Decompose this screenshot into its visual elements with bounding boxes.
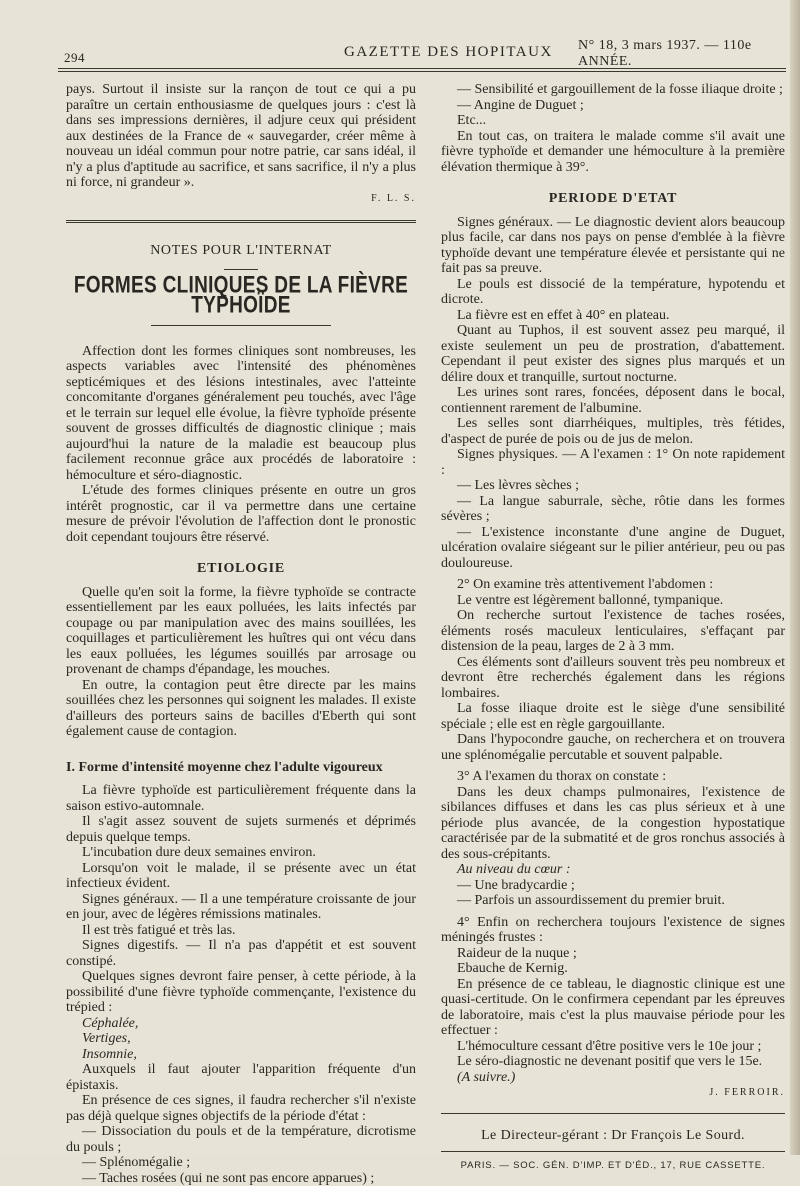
subheading-periode-etat: PERIODE D'ETAT: [441, 191, 785, 207]
intro-paragraph: pays. Surtout il insiste sur la rançon de tout ce qui a pu paraître un certain enthousiasme de quelques jours : c'est là dans ses impressions dernières, il adjure ceux qui président aux destinées de la France de « sauvegarder, créer même à nouveau un idéal commun pour notre patrie, car sans idéal, il n'y a plus d'aptitude au sacrifice, et sans sacrifice, il n'y a plus ni force, ni grandeur ».: [66, 82, 416, 191]
printer-line: PARIS. — SOC. GÉN. D'IMP. ET D'ÉD., 17, RUE CASSETTE.: [441, 1158, 785, 1174]
paragraph: 3° A l'examen du thorax on constate :: [441, 769, 785, 785]
paragraph: On recherche surtout l'existence de taches rosées, éléments rosés maculeux lenticulaires, s'effaçant par distension de la peau, larges de 2 à 3 mm.: [441, 608, 785, 655]
section-divider: [66, 220, 416, 223]
list-item: — La langue saburrale, sèche, rôtie dans les formes sévères ;: [441, 494, 785, 525]
list-item: — L'existence inconstante d'une angine de Duguet, ulcération ovalaire siégeant sur le pilier antérieur, peu ou pas douloureuse.: [441, 525, 785, 572]
paragraph: Le pouls est dissocié de la température, hypotendu et dicrote.: [441, 277, 785, 308]
paragraph: Auxquels il faut ajouter l'apparition fréquente d'un épistaxis.: [66, 1062, 416, 1093]
paragraph: La fièvre est en effet à 40° en plateau.: [441, 308, 785, 324]
list-item: Céphalée,: [66, 1016, 416, 1032]
list-item: — Une bradycardie ;: [441, 878, 785, 894]
paragraph: 4° Enfin on recherchera toujours l'existence de signes méningés frustes :: [441, 915, 785, 946]
to-be-continued: (A suivre.): [441, 1070, 785, 1086]
issue-date: N° 18, 3 mars 1937. — 110e ANNÉE.: [578, 38, 785, 70]
right-column: [441, 82, 785, 1174]
paragraph: Signes généraux. — Le diagnostic devient alors beaucoup plus facile, car dans nos pays on pense d'emblée à la fièvre typhoïde devant une température élevée et persistante qui ne fait pas sa preuve.: [441, 215, 785, 277]
page-edge: [790, 0, 800, 1155]
list-item: — Splénomégalie ;: [66, 1155, 416, 1171]
short-rule: [224, 269, 258, 270]
paragraph: Quelle qu'en soit la forme, la fièvre typhoïde se contracte essentiellement par les eaux polluées, les laits infectés par coupage ou par manipulation avec des mains souillées, les coquillages et particulièrement les huîtres qui ont vécu dans les eaux polluées, les légumes souillés par arrosage ou provenant de champs d'épandage, les mouches.: [66, 585, 416, 678]
list-item: Vertiges,: [66, 1031, 416, 1047]
list-item: — Les lèvres sèches ;: [441, 478, 785, 494]
paragraph: L'étude des formes cliniques présente en outre un gros intérêt prognostic, car il va permettre dans une certaine mesure de prévoir l'évolution de l'affection dont le pronostic doit cependant toujours être réservé.: [66, 483, 416, 545]
paragraph: Les selles sont diarrhéiques, multiples, très fétides, d'aspect de purée de pois ou de jus de melon.: [441, 416, 785, 447]
paragraph: Au niveau du cœur :: [441, 862, 785, 878]
printer-rule: [441, 1151, 785, 1152]
page-number: 294: [64, 50, 85, 66]
paragraph: Lorsqu'on voit le malade, il se présente avec un état infectieux évident.: [66, 861, 416, 892]
title-rule: [151, 325, 331, 326]
list-item: — Dissociation du pouls et de la température, dicrotisme du pouls ;: [66, 1124, 416, 1155]
subheading-etiologie: ETIOLOGIE: [66, 561, 416, 577]
list-item: Le séro-diagnostic ne devenant positif que vers le 15e.: [441, 1054, 785, 1070]
list-item: Insomnie,: [66, 1047, 416, 1063]
paragraph: Dans l'hypocondre gauche, on recherchera et on trouvera une splénomégalie percutable et souvent palpable.: [441, 732, 785, 763]
list-item: — Parfois un assourdissement du premier bruit.: [441, 893, 785, 909]
paragraph: En présence de ces signes, il faudra rechercher s'il n'existe pas déjà quelque signes objectifs de la période d'état :: [66, 1093, 416, 1124]
paragraph: Signes physiques. — A l'examen : 1° On note rapidement :: [441, 447, 785, 478]
list-item: — Taches rosées (qui ne sont pas encore apparues) ;: [66, 1171, 416, 1186]
article-title: FORMES CLINIQUES DE LA FIÈVRE TYPHOÏDE: [66, 276, 416, 315]
section-title: NOTES POUR L'INTERNAT: [66, 243, 416, 259]
paragraph: Quant au Tuphos, il est souvent assez peu marqué, il existe seulement un peu de prostration, d'abattement. Cependant il peut exister des signes plus marqués et un délire doux et tranquille, surtout nocturne.: [441, 323, 785, 385]
paragraph: En présence de ce tableau, le diagnostic clinique est une quasi-certitude. On le confirmera cependant par les épreuves de laboratoire, mais c'est la plus mauvaise période pour les effectuer :: [441, 977, 785, 1039]
list-item: Raideur de la nuque ;: [441, 946, 785, 962]
list-item: — Sensibilité et gargouillement de la fosse iliaque droite ;: [441, 82, 785, 98]
paragraph: Ces éléments sont d'ailleurs souvent très peu nombreux et devront être recherchés également dans les régions lombaires.: [441, 655, 785, 702]
paragraph: La fosse iliaque droite est le siège d'une sensibilité spéciale ; elle est en règle gargouillante.: [441, 701, 785, 732]
author-signature: J. FERROIR.: [441, 1085, 785, 1101]
list-item: Ebauche de Kernig.: [441, 961, 785, 977]
footer-rule: [441, 1113, 785, 1114]
list-item: L'hémoculture cessant d'être positive vers le 10e jour ;: [441, 1039, 785, 1055]
paragraph: Il s'agit assez souvent de sujets surmenés et déprimés depuis quelque temps.: [66, 814, 416, 845]
paragraph: L'incubation dure deux semaines environ.: [66, 845, 416, 861]
left-column: [66, 82, 416, 1186]
paragraph: Affection dont les formes cliniques sont nombreuses, les aspects variables avec l'intensité des phénomènes septicémiques et des lésions intestinales, avec l'atteinte concomitante d'organes généralement peu touchés, avec l'âge et le terrain sur lequel elle évolue, la fièvre typhoïde présente souvent de grosses difficultés de diagnostic clinique ; mais aujourd'hui la nature de la maladie est beaucoup plus facilement reconnue grâce aux procédés de laboratoire : hémoculture et séro-diagnostic.: [66, 344, 416, 484]
managing-director-line: Le Directeur-gérant : Dr François Le Sourd.: [441, 1128, 785, 1144]
paragraph: Les urines sont rares, foncées, déposent dans le bocal, contiennent rarement de l'albumine.: [441, 385, 785, 416]
list-item: Etc...: [441, 113, 785, 129]
header-rule-2: [58, 71, 786, 72]
header-rule: [58, 68, 786, 69]
paragraph: En tout cas, on traitera le malade comme s'il avait une fièvre typhoïde et demander une hémoculture à la première élévation thermique à 39°.: [441, 129, 785, 176]
paragraph: Quelques signes devront faire penser, à cette période, à la possibilité d'une fièvre typhoïde commençante, l'existence du trépied :: [66, 969, 416, 1016]
list-item: — Angine de Duguet ;: [441, 98, 785, 114]
paragraph: Dans les deux champs pulmonaires, l'existence de sibilances diffuses et dans les cas plus sérieux et à une période plus avancée, de la congestion hypostatique caractérisée par de la submatité et de gros ronchus associés à des sous-crépitants.: [441, 785, 785, 863]
paragraph: Le ventre est légèrement ballonné, tympanique.: [441, 593, 785, 609]
paragraph: Il est très fatigué et très las.: [66, 923, 416, 939]
subheading-forme: I. Forme d'intensité moyenne chez l'adulte vigoureux: [66, 760, 416, 776]
paragraph: La fièvre typhoïde est particulièrement fréquente dans la saison estivo-automnale.: [66, 783, 416, 814]
paragraph: Signes digestifs. — Il n'a pas d'appétit et est souvent constipé.: [66, 938, 416, 969]
intro-signature: F. L. S.: [66, 191, 416, 207]
page-header: [60, 38, 785, 64]
paragraph: 2° On examine très attentivement l'abdomen :: [441, 577, 785, 593]
paragraph: En outre, la contagion peut être directe par les mains souillées chez les personnes qui soignent les malades. Il existe d'ailleurs des porteurs sains de bacilles d'Eberth qui sont également cause de contagion.: [66, 678, 416, 740]
paragraph: Signes généraux. — Il a une température croissante de jour en jour, avec de légères rémissions matinales.: [66, 892, 416, 923]
journal-title: GAZETTE DES HOPITAUX: [344, 44, 553, 61]
